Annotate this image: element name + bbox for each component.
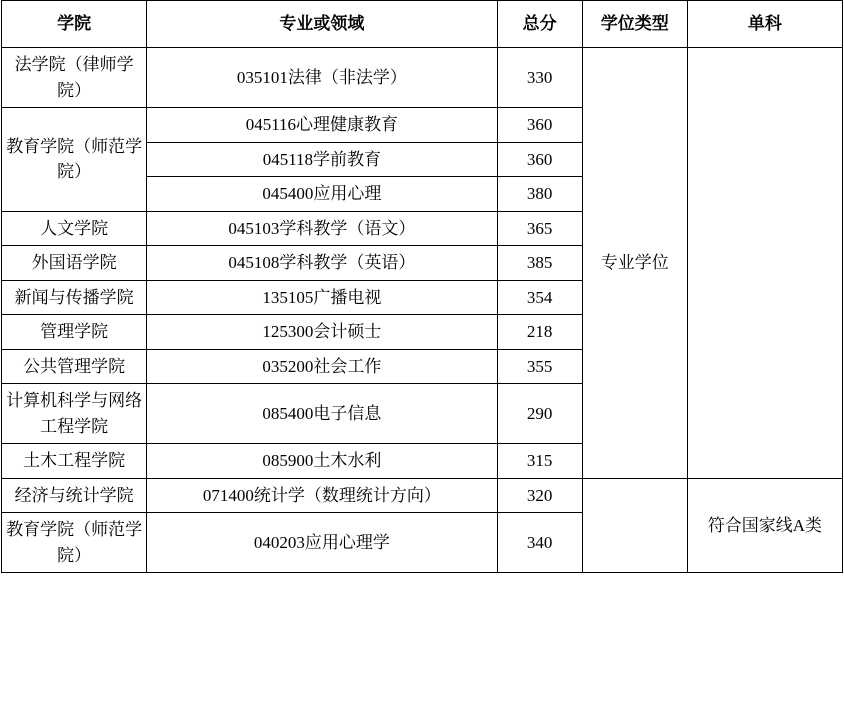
major-cell: 040203应用心理学 [147, 513, 497, 573]
total-score-cell: 365 [497, 211, 582, 246]
single-subject-cell: 符合国家线A类 [687, 478, 842, 573]
total-score-cell: 385 [497, 246, 582, 281]
major-cell: 045400应用心理 [147, 177, 497, 212]
degree-type-cell: 专业学位 [582, 48, 687, 479]
total-score-cell: 355 [497, 349, 582, 384]
major-cell: 071400统计学（数理统计方向） [147, 478, 497, 513]
total-score-cell: 360 [497, 142, 582, 177]
college-cell: 经济与统计学院 [2, 478, 147, 513]
college-cell: 人文学院 [2, 211, 147, 246]
college-cell: 法学院（律师学院） [2, 48, 147, 108]
college-cell: 计算机科学与网络工程学院 [2, 384, 147, 444]
header-college: 学院 [2, 1, 147, 48]
total-score-cell: 340 [497, 513, 582, 573]
header-single-subject: 单科 [687, 1, 842, 48]
table-body [2, 1, 843, 573]
total-score-cell: 354 [497, 280, 582, 315]
table-row [2, 48, 843, 108]
table-row [2, 478, 843, 513]
total-score-cell: 360 [497, 108, 582, 143]
major-cell: 135105广播电视 [147, 280, 497, 315]
major-cell: 035101法律（非法学） [147, 48, 497, 108]
major-cell: 035200社会工作 [147, 349, 497, 384]
total-score-cell: 315 [497, 444, 582, 479]
total-score-cell: 380 [497, 177, 582, 212]
college-cell: 教育学院（师范学院） [2, 513, 147, 573]
college-cell: 土木工程学院 [2, 444, 147, 479]
total-score-cell: 218 [497, 315, 582, 350]
major-cell: 045116心理健康教育 [147, 108, 497, 143]
total-score-cell: 330 [497, 48, 582, 108]
major-cell: 085900土木水利 [147, 444, 497, 479]
major-cell: 045118学前教育 [147, 142, 497, 177]
header-degree-type: 学位类型 [582, 1, 687, 48]
admission-score-table [1, 0, 843, 573]
header-total-score: 总分 [497, 1, 582, 48]
major-cell: 125300会计硕士 [147, 315, 497, 350]
major-cell: 085400电子信息 [147, 384, 497, 444]
single-subject-cell [687, 48, 842, 479]
header-major: 专业或领域 [147, 1, 497, 48]
college-cell: 外国语学院 [2, 246, 147, 281]
total-score-cell: 290 [497, 384, 582, 444]
college-cell: 公共管理学院 [2, 349, 147, 384]
table-header-row [2, 1, 843, 48]
major-cell: 045103学科教学（语文） [147, 211, 497, 246]
total-score-cell: 320 [497, 478, 582, 513]
college-cell: 新闻与传播学院 [2, 280, 147, 315]
major-cell: 045108学科教学（英语） [147, 246, 497, 281]
college-cell: 教育学院（师范学院） [2, 108, 147, 212]
college-cell: 管理学院 [2, 315, 147, 350]
degree-type-cell [582, 478, 687, 573]
